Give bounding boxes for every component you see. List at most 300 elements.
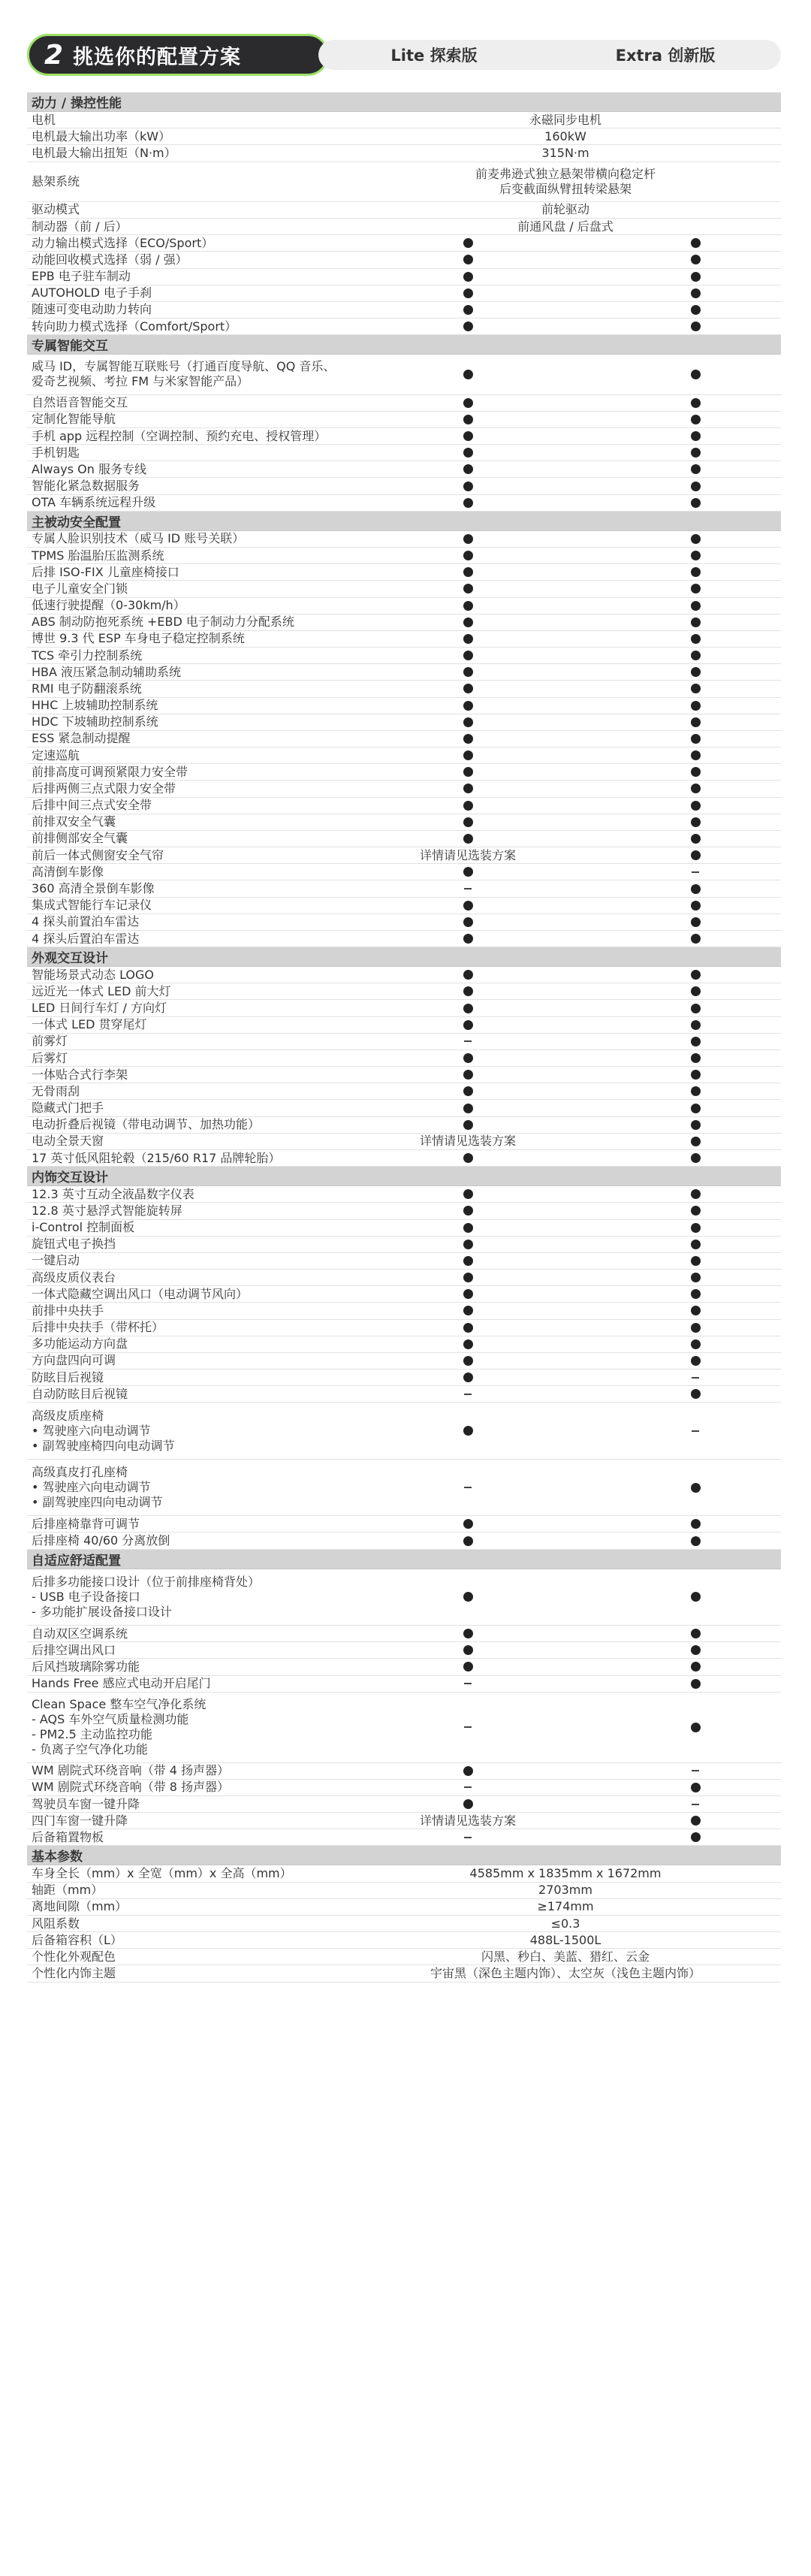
spec-label-line: 高级真皮打孔座椅 [32,1465,128,1480]
spec-label-line: 后排中间三点式安全带 [32,798,152,813]
spec-label [27,831,350,847]
spec-value-shared [350,1916,781,1931]
extra-value [583,1780,808,1795]
spec-row [27,1883,781,1899]
included-dot-icon [691,684,701,693]
spec-row [27,1965,781,1982]
spec-label-line: 后排空调出风口 [32,1642,116,1657]
spec-row [27,1134,781,1150]
not-available-dash-icon [464,1394,472,1395]
spec-row [27,1932,781,1949]
extra-value [583,1303,808,1318]
spec-value-line: 永磁同步电机 [529,112,601,127]
spec-row [27,1642,781,1659]
spec-value-shared [350,1965,781,1981]
spec-label-line: Clean Space 整车空气净化系统 [32,1697,207,1712]
spec-label-line: 定速巡航 [32,747,80,763]
spec-row [27,319,781,335]
spec-label [27,1270,350,1285]
spec-label [27,1034,350,1049]
included-dot-icon [691,1645,701,1655]
spec-row [27,681,781,697]
spec-label-line: - 多功能扩展设备接口设计 [32,1604,172,1619]
spec-label-line: 智能场景式动态 LOGO [32,967,155,982]
included-dot-icon [691,884,701,894]
spec-label [27,731,350,747]
spec-label [27,598,350,614]
spec-row [27,1796,781,1813]
included-dot-icon [463,305,473,315]
spec-label-line: 专属人脸识别技术（威马 ID 账号关联） [32,531,245,546]
extra-value [583,1659,808,1675]
spec-label [27,495,350,511]
included-dot-icon [691,750,701,760]
included-dot-icon [463,464,473,474]
lite-value [355,798,580,814]
included-dot-icon [463,750,473,760]
spec-row [27,395,781,412]
included-dot-icon [463,834,473,844]
spec-label-line: 远近光一体式 LED 前大灯 [32,983,171,998]
lite-value [355,285,580,301]
spec-label [27,798,350,814]
spec-value-shared [350,162,781,201]
spec-label [27,1117,350,1133]
included-dot-icon [463,1323,473,1333]
extra-value [583,1067,808,1083]
included-dot-icon [463,415,473,424]
spec-label [27,931,350,947]
included-dot-icon [691,1592,701,1602]
spec-label-line: 17 英寸低风阻轮毂（215/60 R17 品牌轮胎） [32,1150,281,1165]
spec-label-line: 转向助力模式选择（Comfort/Sport） [32,319,237,334]
extra-value [583,1000,808,1016]
spec-label-line: • 驾驶座六向电动调节 [32,1480,151,1495]
extra-value [583,1203,808,1219]
included-dot-icon [691,305,701,315]
spec-label [27,1370,350,1385]
spec-value-line: 后变截面纵臂扭转梁悬架 [499,181,632,196]
spec-label-line: 隐藏式门把手 [32,1101,104,1116]
included-dot-icon [691,1070,701,1080]
spec-label [27,1386,350,1402]
spec-label-line: i-Control 控制面板 [32,1220,135,1235]
spec-label [27,1932,350,1948]
spec-label [27,1780,350,1795]
extra-value [583,1516,808,1532]
spec-label-line: - 负离子空气净化功能 [32,1742,148,1757]
spec-label-line: 个性化内饰主题 [32,1966,116,1981]
included-dot-icon [691,784,701,793]
spec-value-line: 315N·m [541,145,589,160]
included-dot-icon [463,634,473,644]
spec-value-shared [350,145,781,161]
spec-table [27,92,781,1983]
lite-value [355,714,580,730]
included-dot-icon [463,1153,473,1163]
lite-value [355,1270,580,1285]
spec-label-line: 后排 ISO-FIX 儿童座椅接口 [32,564,179,579]
lite-value [355,914,580,930]
spec-label [27,1796,350,1812]
lite-value [355,428,580,444]
extra-value [583,1796,808,1812]
included-dot-icon [463,1240,473,1249]
spec-label-line: 驱动模式 [32,202,80,217]
spec-row [27,967,781,983]
spec-label-line: 博世 9.3 代 ESP 车身电子稳定控制系统 [32,631,245,646]
lite-value [355,412,580,427]
spec-row [27,831,781,847]
extra-value [583,648,808,663]
spec-label [27,128,350,144]
spec-label-line: 前排中央扶手 [32,1303,104,1318]
spec-label-line: 后备箱容积（L） [32,1932,122,1947]
spec-row [27,1916,781,1932]
extra-value [583,1569,808,1625]
included-dot-icon [463,1053,473,1063]
spec-label-line: 方向盘四向可调 [32,1353,116,1368]
spec-row [27,914,781,931]
spec-label-line: 风阻系数 [32,1916,80,1931]
not-available-dash-icon [692,1770,699,1771]
not-available-dash-icon [692,1804,699,1805]
included-dot-icon [691,1104,701,1113]
spec-label [27,1353,350,1369]
spec-row [27,1220,781,1237]
spec-row [27,1203,781,1219]
spec-label [27,1000,350,1016]
spec-label-line: 前排双安全气囊 [32,814,116,829]
spec-label [27,1916,350,1931]
included-dot-icon [691,834,701,844]
lite-value [355,1303,580,1318]
spec-label-line: 360 高清全景倒车影像 [32,881,155,895]
lite-value [355,1150,580,1166]
spec-label [27,1083,350,1099]
spec-label [27,814,350,830]
lite-value [355,880,580,896]
included-dot-icon [691,970,701,980]
included-dot-icon [691,288,701,298]
spec-label-line: 后备箱置物板 [32,1829,104,1844]
lite-value [355,1780,580,1795]
included-dot-icon [691,717,701,727]
spec-label-line: 动力输出模式选择（ECO/Sport） [32,235,214,250]
spec-row [27,1763,781,1780]
included-dot-icon [691,1679,701,1689]
lite-value [355,1050,580,1066]
spec-label-line: 前后一体式侧窗安全气帘 [32,847,164,862]
spec-label-line: 手机钥匙 [32,445,80,460]
spec-label-line: 电机 [32,112,56,127]
included-dot-icon [691,850,701,860]
spec-label [27,461,350,477]
spec-label [27,235,350,251]
spec-row [27,847,781,864]
included-dot-icon [463,288,473,298]
section-header: 自适应舒适配置 [27,1550,781,1569]
included-dot-icon [463,784,473,793]
included-dot-icon [691,1389,701,1399]
included-dot-icon [691,1519,701,1529]
spec-label [27,648,350,663]
not-available-dash-icon [464,1786,472,1788]
lite-value [355,781,580,796]
lite-value [355,252,580,267]
lite-value [355,648,580,663]
spec-row [27,1000,781,1016]
spec-label [27,319,350,334]
spec-label-line: 电动全景天窗 [32,1134,104,1149]
included-dot-icon [463,684,473,693]
lite-value [355,461,580,477]
spec-label-line: 动能回收模式选择（弱 / 强） [32,252,188,267]
spec-row [27,1303,781,1319]
spec-label [27,781,350,796]
spec-label [27,1626,350,1641]
spec-label-line: 12.8 英寸悬浮式智能旋转屏 [32,1203,182,1218]
spec-label-line: 离地间隙（mm） [32,1899,128,1914]
spec-row [27,162,781,202]
extra-value [583,798,808,814]
included-dot-icon [463,482,473,491]
header [0,0,811,92]
spec-row [27,731,781,747]
spec-row [27,1533,781,1549]
spec-row [27,285,781,302]
spec-label-line: AUTOHOLD 电子手刹 [32,285,152,300]
included-dot-icon [463,901,473,911]
spec-label-line: Hands Free 感应式电动开启尾门 [32,1676,211,1691]
spec-label-line: 一键启动 [32,1253,80,1268]
spec-label [27,1659,350,1675]
extra-value [583,1034,808,1049]
included-dot-icon [463,1356,473,1366]
included-dot-icon [463,398,473,408]
not-available-dash-icon [692,871,699,873]
lite-value [355,1100,580,1116]
extra-value [583,967,808,983]
lite-value [355,1237,580,1252]
included-dot-icon [691,1037,701,1046]
included-dot-icon [691,1240,701,1249]
extra-value [583,1763,808,1779]
spec-label-line: 12.3 英寸互动全液晶数字仪表 [32,1186,194,1201]
spec-label [27,1017,350,1033]
section-number: 2 [44,39,63,71]
extra-value [583,681,808,696]
spec-label-line: 后排多功能接口设计（位于前排座椅背处） [32,1574,261,1589]
spec-label [27,219,350,234]
spec-label [27,698,350,714]
lite-value [355,235,580,251]
spec-row [27,1403,781,1459]
spec-label [27,1693,350,1762]
lite-value [355,478,580,494]
spec-label-line: 低速行驶提醒（0-30km/h） [32,598,185,613]
extra-value [583,1693,808,1762]
included-dot-icon [691,1020,701,1030]
spec-label-line: Always On 服务专线 [32,461,146,476]
spec-label-line: 无骨雨刮 [32,1083,80,1098]
extra-value [583,814,808,830]
extra-value [583,598,808,614]
spec-label [27,1899,350,1915]
included-dot-icon [691,817,701,827]
included-dot-icon [463,767,473,777]
spec-label-line: • 驾驶座六向电动调节 [32,1423,151,1438]
spec-value-shared [350,1932,781,1948]
included-dot-icon [691,398,701,408]
spec-value-line: ≤0.3 [550,1916,580,1931]
lite-value [355,831,580,847]
spec-row [27,1829,781,1846]
lite-value [355,1000,580,1016]
extra-value [583,1386,808,1402]
included-dot-icon [463,1662,473,1672]
spec-row [27,302,781,319]
included-dot-icon [691,1536,701,1546]
extra-value [583,428,808,444]
extra-value [583,1370,808,1385]
spec-row [27,128,781,145]
spec-label [27,631,350,647]
spec-label [27,914,350,930]
spec-label-line: TCS 牵引力控制系统 [32,648,143,663]
extra-value [583,302,808,318]
spec-row [27,269,781,285]
included-dot-icon [463,498,473,508]
spec-row [27,1813,781,1829]
spec-row [27,1460,781,1516]
extra-value [583,1626,808,1641]
not-available-dash-icon [464,1726,472,1728]
included-dot-icon [463,322,473,331]
lite-value [355,1829,580,1845]
spec-row [27,1270,781,1286]
spec-row [27,1659,781,1675]
included-dot-icon [691,1323,701,1333]
spec-label-line: 个性化外观配色 [32,1949,116,1964]
spec-label [27,1186,350,1202]
spec-label [27,1150,350,1166]
included-dot-icon [691,1120,701,1130]
extra-value [583,495,808,511]
spec-value-shared [350,1865,781,1881]
not-available-dash-icon [464,1040,472,1042]
extra-value [583,564,808,580]
spec-label-line: 爱奇艺视频、考拉 FM 与米家智能产品） [32,374,249,389]
spec-label-line: 制动器（前 / 后） [32,219,128,234]
extra-value [583,1460,808,1515]
lite-value [355,581,580,596]
extra-value [583,747,808,763]
included-dot-icon [463,238,473,248]
spec-row [27,1050,781,1067]
included-dot-icon [463,717,473,727]
extra-value [583,1017,808,1033]
spec-label-line: 集成式智能行车记录仪 [32,898,152,913]
section-title: 挑选你的配置方案 [73,45,242,69]
spec-label-line: 前排高度可调预紧限力安全带 [32,764,188,779]
spec-label-line: RMI 电子防翻滚系统 [32,681,142,696]
not-available-dash-icon [464,1487,472,1488]
extra-value [583,461,808,477]
extra-value [583,1150,808,1166]
extra-value [583,531,808,547]
lite-value [355,548,580,563]
spec-label-line: 后风挡玻璃除雾功能 [32,1659,140,1674]
included-dot-icon [463,1426,473,1436]
included-dot-icon [691,567,701,577]
extra-value [583,1286,808,1302]
included-dot-icon [463,1104,473,1113]
spec-label [27,714,350,730]
section-header: 主被动安全配置 [27,512,781,531]
lite-value [355,598,580,614]
lite-value [355,864,580,880]
included-dot-icon [463,431,473,441]
spec-label-line: 高清倒车影像 [32,864,104,879]
included-dot-icon [691,498,701,508]
included-dot-icon [691,1256,701,1266]
extra-value [583,664,808,680]
included-dot-icon [691,1206,701,1216]
spec-value-shared [350,112,781,128]
included-dot-icon [463,1086,473,1096]
section-title-pill [27,34,329,76]
spec-label-line: 电机最大输出功率（kW） [32,128,171,143]
spec-label [27,1533,350,1548]
included-dot-icon [463,1120,473,1130]
spec-label [27,1949,350,1964]
included-dot-icon [463,667,473,677]
lite-value [355,631,580,647]
spec-label [27,412,350,427]
lite-value [355,1659,580,1675]
spec-label-line: 随速可变电动助力转向 [32,302,152,317]
spec-label-line: 4 探头前置泊车雷达 [32,914,140,929]
lite-value [355,967,580,983]
extra-value [583,548,808,563]
spec-label-line: 一体式 LED 贯穿尾灯 [32,1017,147,1032]
spec-row [27,445,781,461]
lite-value [355,495,580,511]
lite-value [355,1203,580,1219]
spec-row [27,1067,781,1083]
spec-label-line: 一体式隐藏空调出风口（电动调节风向） [32,1286,249,1301]
included-dot-icon [691,934,701,944]
spec-row [27,1286,781,1303]
spec-label [27,1813,350,1829]
included-dot-icon [463,1223,473,1233]
spec-value-line: 前轮驱动 [541,202,589,217]
not-available-dash-icon [464,1683,472,1684]
included-dot-icon [691,1189,701,1199]
spec-row [27,714,781,731]
spec-row [27,1186,781,1203]
spec-label [27,1134,350,1149]
lite-value [355,1626,580,1641]
spec-value-line: ≥174mm [537,1899,594,1914]
lite-value [355,764,580,780]
spec-label [27,1336,350,1352]
spec-label-line: - AQS 车外空气质量检测功能 [32,1712,189,1727]
spec-label-line: ABS 制动防抱死系统 +EBD 电子制动力分配系统 [32,615,294,630]
spec-row [27,983,781,1000]
spec-label [27,395,350,411]
